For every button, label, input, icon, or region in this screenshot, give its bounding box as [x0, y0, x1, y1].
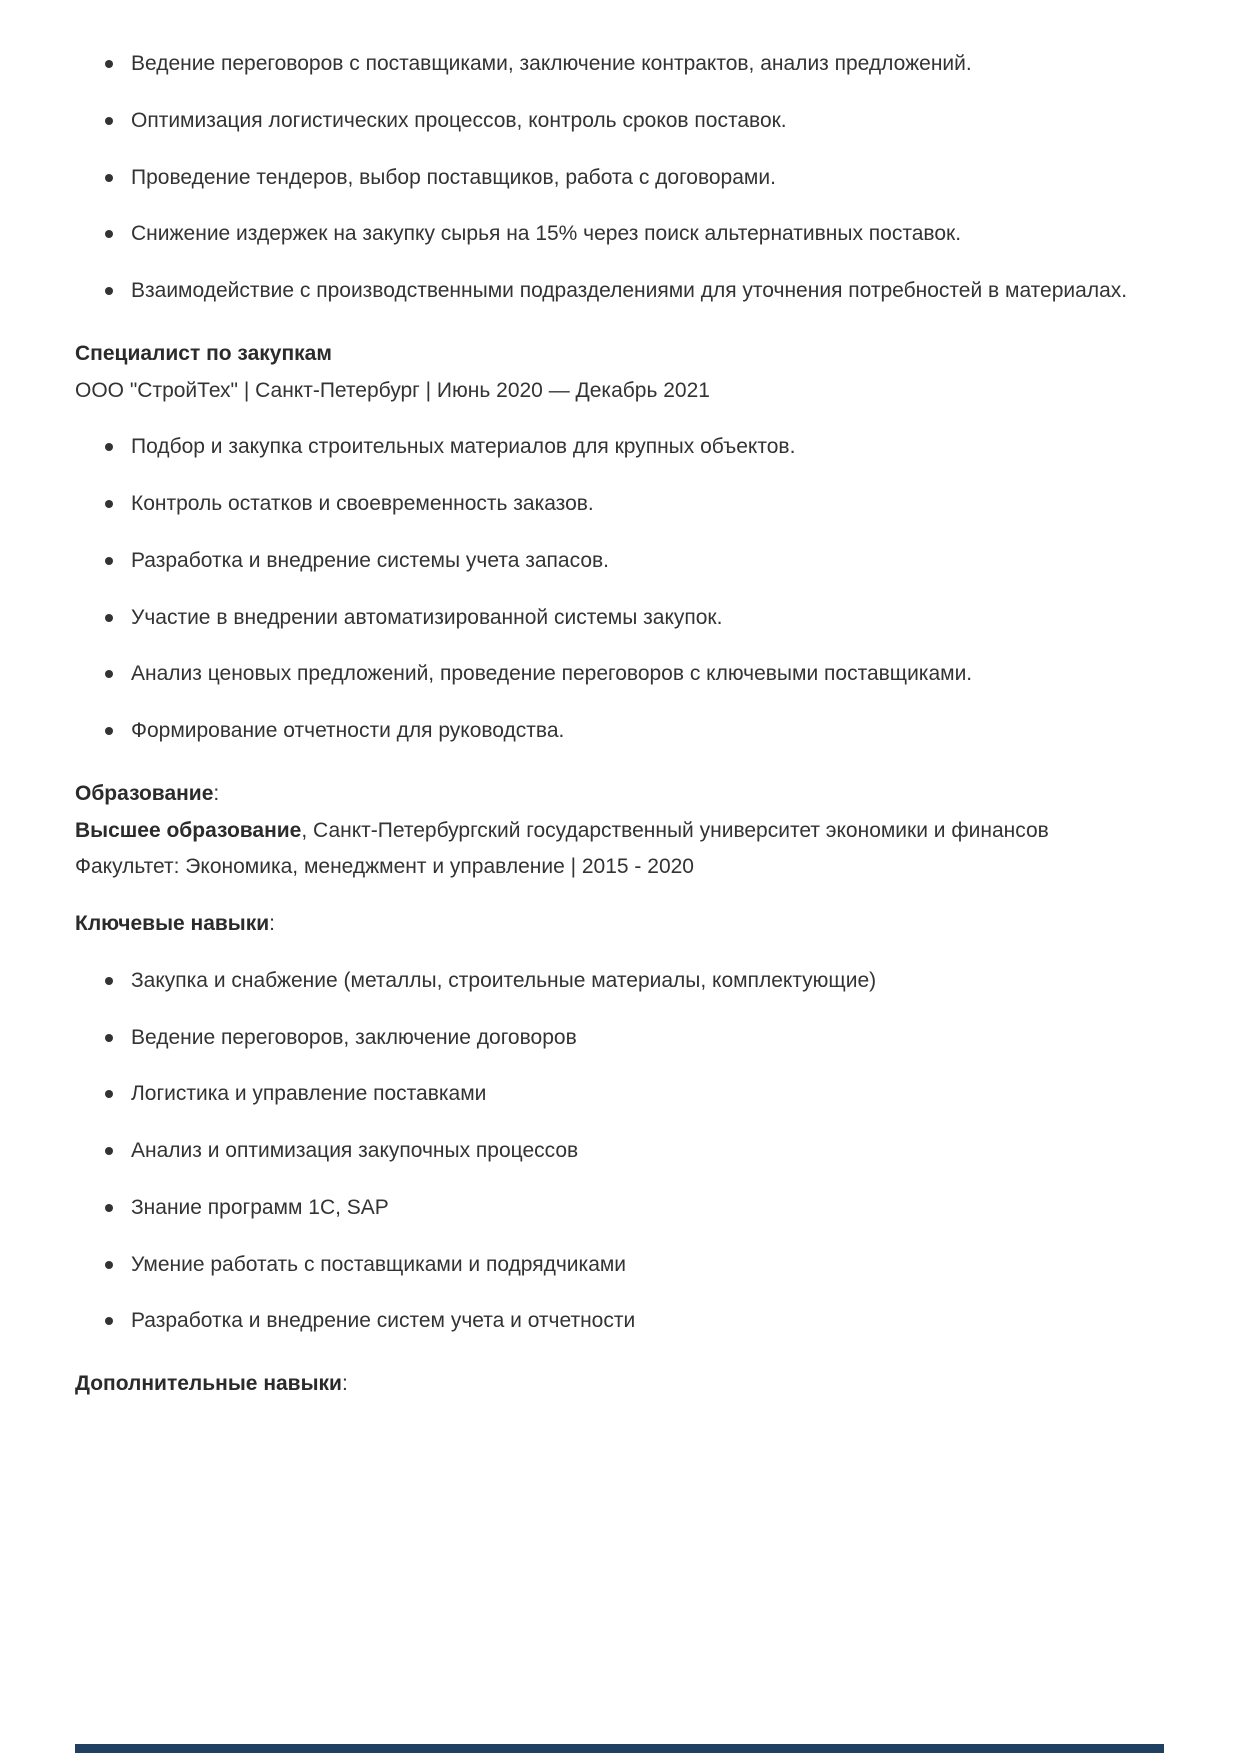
education-heading-colon: :	[213, 781, 220, 805]
key-skills-heading-colon: :	[269, 912, 275, 935]
education-heading-label: Образование	[75, 781, 214, 805]
bullet-item: Оптимизация логистических процессов, контроль сроков поставок.	[105, 103, 1164, 140]
key-skills-bullet-list	[75, 963, 1164, 1340]
education-faculty-line: Факультет: Экономика, менеджмент и управление | 2015 - 2020	[75, 855, 694, 879]
bullet-item: Проведение тендеров, выбор поставщиков, работа с договорами.	[105, 160, 1164, 197]
bullet-item: Взаимодействие с производственными подразделениями для уточнения потребностей в материалах.	[105, 273, 1164, 310]
additional-skills-heading-label: Дополнительные навыки	[75, 1372, 342, 1395]
bullet-item: Знание программ 1С, SAP	[105, 1190, 1164, 1227]
bullet-item: Участие в внедрении автоматизированной системы закупок.	[105, 600, 1164, 637]
bullet-item: Разработка и внедрение системы учета запасов.	[105, 543, 1164, 580]
education-degree-line	[75, 813, 1164, 850]
bullet-item: Анализ ценовых предложений, проведение переговоров с ключевыми поставщиками.	[105, 656, 1164, 693]
key-skills-heading-label: Ключевые навыки	[75, 912, 270, 935]
bullet-item: Разработка и внедрение систем учета и отчетности	[105, 1303, 1164, 1340]
job-meta: ООО "СтройТех" | Санкт-Петербург | Июнь 2020 — Декабрь 2021	[75, 378, 710, 402]
bullet-item: Анализ и оптимизация закупочных процессов	[105, 1133, 1164, 1170]
bullet-item: Подбор и закупка строительных материалов для крупных объектов.	[105, 429, 1164, 466]
education-heading	[75, 776, 1164, 813]
previous-role-bullet-list	[75, 46, 1164, 310]
education-degree-detail: , Санкт-Петербургский государственный университет экономики и финансов	[301, 818, 1049, 842]
job-bullet-list	[75, 429, 1164, 750]
bullet-item: Контроль остатков и своевременность заказов.	[105, 486, 1164, 523]
additional-skills-heading	[75, 1366, 1164, 1403]
additional-skills-heading-colon: :	[341, 1372, 348, 1395]
bullet-item: Закупка и снабжение (металлы, строительные материалы, комплектующие)	[105, 963, 1164, 1000]
footer-bar	[75, 1744, 1164, 1753]
bullet-item: Формирование отчетности для руководства.	[105, 713, 1164, 750]
job-title: Специалист по закупкам	[75, 341, 332, 365]
bullet-item: Снижение издержек на закупку сырья на 15% через поиск альтернативных поставок.	[105, 216, 1164, 253]
bullet-item: Умение работать с поставщиками и подрядчиками	[105, 1247, 1164, 1284]
education-degree-label: Высшее образование	[75, 818, 302, 842]
bullet-item: Ведение переговоров, заключение договоров	[105, 1020, 1164, 1057]
bullet-item: Ведение переговоров с поставщиками, заключение контрактов, анализ предложений.	[105, 46, 1164, 83]
key-skills-heading	[75, 906, 1164, 943]
bullet-item: Логистика и управление поставками	[105, 1076, 1164, 1113]
